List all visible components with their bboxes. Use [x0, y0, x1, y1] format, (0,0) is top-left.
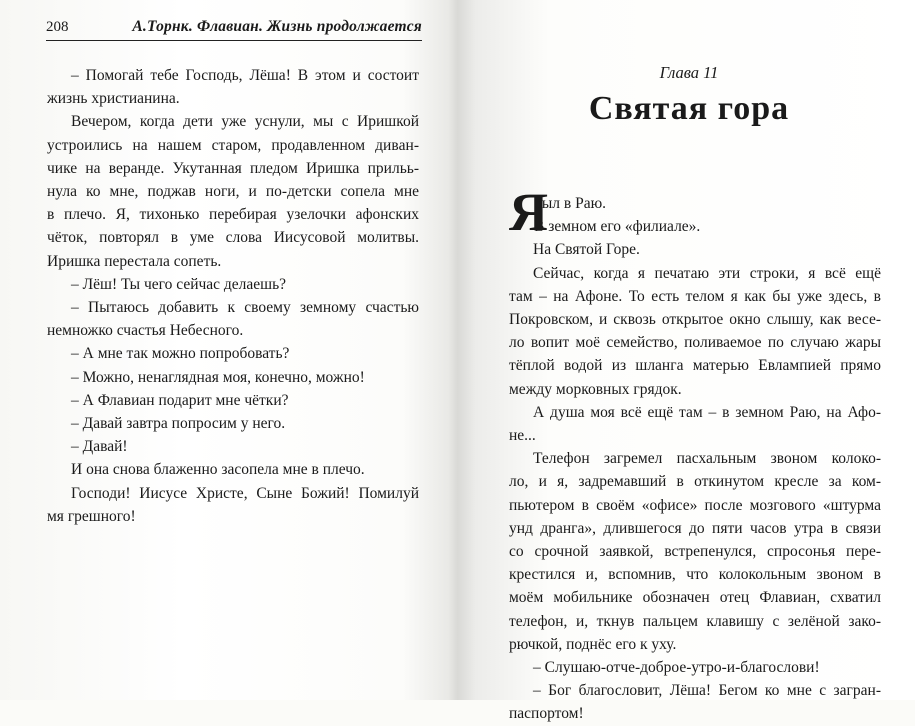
text-line: моём мобильнике обозначен отец Флавиан, схватил	[509, 589, 881, 607]
right-page-body	[509, 192, 881, 726]
text-line: И она снова блаженно засопела мне в плечо.	[71, 461, 365, 479]
text-line: немножко счастья Небесного.	[47, 322, 244, 340]
text-line: устроились на нашем старом, продавленном дивaн-	[47, 136, 419, 154]
text-line: Иришка перестала сопеть.	[47, 252, 222, 270]
running-head	[46, 10, 422, 41]
text-line: нула ко мне, поджав ноги, и по-детски сопела мне	[47, 183, 419, 201]
text-line: А душа моя всё ещё там – в земном Раю, на Афо-	[533, 403, 881, 421]
text-line: – Давай!	[71, 438, 128, 456]
text-line: со срочной заявкой, встрепенулся, спросонья пере-	[509, 543, 881, 561]
text-line: тёплой водой из шланга матерью Евлампией прямо	[509, 357, 881, 375]
right-page	[463, 0, 915, 723]
text-line: не...	[509, 427, 536, 445]
text-line: Покровском, и сквозь открытое окно слышу, как весе-	[509, 311, 881, 329]
text-line: ло, и я, задремавший в откинутом кресле за ком-	[509, 473, 881, 491]
text-line: В земном его «филиале».	[534, 218, 701, 236]
drop-cap: Я	[509, 182, 548, 242]
left-page-body	[47, 64, 419, 528]
left-page	[0, 0, 452, 700]
text-line: телефон, и, ткнув пальцем клавишу с зелёной зако-	[509, 612, 881, 630]
text-line: – Помогай тебе Господь, Лёша! В этом и состоит	[71, 67, 419, 84]
text-line: ло вопит моё семейство, поливаемое по случаю жары	[509, 334, 881, 352]
text-line: – Можно, ненаглядная моя, конечно, можно!	[71, 368, 365, 386]
text-line: Сейчас, когда я печатаю эти строки, я всё ещё	[533, 264, 881, 282]
text-line: Телефон загремел пасхальным звоном колоко-	[533, 450, 881, 468]
text-line: – Давай завтра попросим у него.	[71, 415, 286, 433]
text-line: – Слушаю-отче-доброе-утро-и-благослови!	[533, 659, 820, 677]
text-line: – Бог благословит, Лёша! Бегом ко мне с загран-	[533, 682, 881, 700]
text-line: – Пытаюсь добавить к своему земному счастью	[71, 299, 419, 317]
text-line: в плечо. Я, тихонько перебирая узелочки афонских	[47, 206, 419, 224]
text-line: – А Флавиан подарит мне чётки?	[71, 391, 289, 409]
text-line: чике на веранде. Укутанная пледом Иришка прильь-	[47, 159, 419, 177]
text-line: – А мне так можно попробовать?	[71, 345, 290, 363]
text-line: мя грешного!	[47, 507, 136, 525]
chapter-title: Святая гора	[588, 90, 790, 127]
text-line: был в Раю.	[534, 195, 607, 212]
text-line: там – на Афоне. То есть телом я как бы уже здесь, в	[509, 287, 881, 305]
page-number: 208	[46, 19, 69, 35]
text-line: жизнь христианина.	[47, 90, 180, 108]
text-line: паспортом!	[509, 705, 584, 723]
text-line: между морковных грядок.	[509, 380, 682, 398]
text-line: унд дранга», длившегося до пяти часов утра в связи	[509, 519, 881, 537]
text-line: – Лёш! Ты чего сейчас делаешь?	[71, 275, 287, 293]
text-line: На Святой Горе.	[533, 241, 640, 259]
text-line: Господи! Иисусе Христе, Сыне Божий! Помилуй	[71, 484, 419, 502]
running-head-title: А.Торнк. Флавиан. Жизнь продолжается	[132, 18, 422, 35]
text-line: крестился и, вспомнив, что колокольным звоном в	[509, 566, 881, 584]
text-line: рючкой, поднёс его к уху.	[509, 635, 677, 653]
chapter-label: Глава 11	[659, 63, 719, 82]
text-line: пьютером в своём «офисе» после мозгового «штурма	[509, 496, 881, 514]
text-line: чёток, повторял в уме слова Иисусовой молитвы.	[47, 229, 419, 247]
text-line: Вечером, когда дети уже уснули, мы с Иришкой	[71, 113, 419, 131]
